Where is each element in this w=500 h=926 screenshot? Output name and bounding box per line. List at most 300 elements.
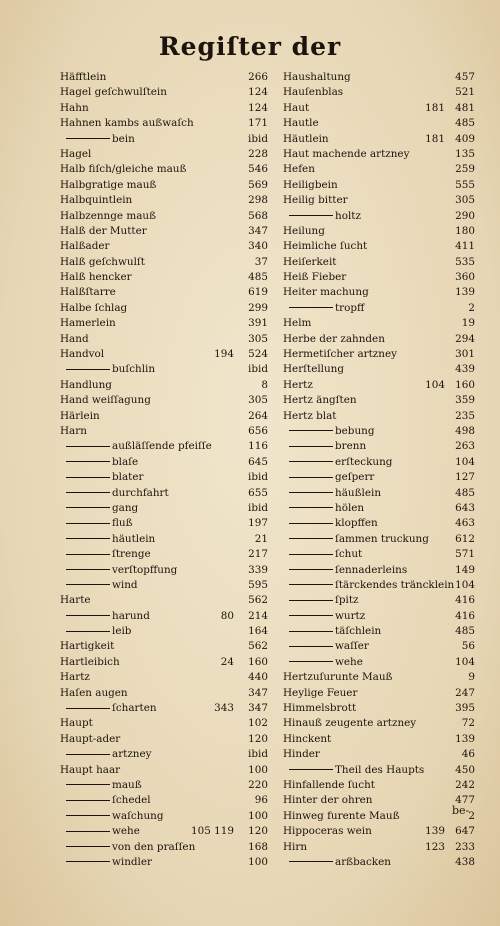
page-ref: 656 <box>248 424 268 437</box>
index-entry <box>60 455 268 470</box>
page-ref: 294 <box>455 332 475 345</box>
index-entry <box>60 332 268 347</box>
index-term <box>60 301 127 316</box>
index-term <box>283 193 348 208</box>
term-text: täſchlein <box>335 625 382 638</box>
page-ref: 149 <box>455 563 475 576</box>
page-ref: 263 <box>455 440 475 453</box>
index-term <box>283 224 325 239</box>
index-entry <box>283 840 475 855</box>
index-entry <box>283 563 475 578</box>
index-entry <box>60 239 268 254</box>
page-ref: 180 <box>455 224 475 237</box>
term-text: Hirn <box>283 840 308 853</box>
term-text: Hertz ängſten <box>283 394 357 407</box>
page-ref: 562 <box>248 594 268 607</box>
index-subentry-term <box>289 593 358 608</box>
term-text: blater <box>112 471 144 484</box>
page-ref: 485 <box>455 117 475 130</box>
index-subentry-term <box>66 547 151 562</box>
term-text: Halbzennge mauß <box>60 209 157 222</box>
page-ref: 391 <box>248 317 268 330</box>
term-text: Hartleibich <box>60 655 120 668</box>
term-text: Hartz <box>60 671 90 684</box>
term-text: bebung <box>335 424 375 437</box>
index-term <box>60 655 120 670</box>
index-subentry-term <box>289 209 361 224</box>
page-ref: 440 <box>248 671 268 684</box>
ditto-rule <box>66 554 110 555</box>
index-term <box>60 393 151 408</box>
ditto-rule <box>66 492 110 493</box>
index-term <box>60 424 87 439</box>
page-ref: 2 <box>468 809 475 822</box>
term-text: Hartigkeit <box>60 640 115 653</box>
index-subentry-term <box>289 609 365 624</box>
running-header: Regiſter der <box>158 32 342 61</box>
page-ref: 96 <box>254 794 268 807</box>
term-text: Halßader <box>60 240 110 253</box>
term-text: Handvol <box>60 348 105 361</box>
ditto-rule <box>289 446 333 447</box>
index-entry <box>283 793 475 808</box>
ditto-rule <box>289 600 333 601</box>
index-term <box>60 162 186 177</box>
term-text: Hauſenblas <box>283 86 344 99</box>
term-text: ſennaderleins <box>335 563 408 576</box>
page-ref: 524 <box>248 348 268 361</box>
ditto-rule <box>66 754 110 755</box>
index-entry <box>283 716 475 731</box>
index-term <box>60 209 156 224</box>
term-text: waſchung <box>112 809 164 822</box>
term-text: Hertz <box>283 378 313 391</box>
term-text: ſammen truckung <box>335 532 429 545</box>
ditto-rule <box>289 661 333 662</box>
ditto-rule <box>66 815 110 816</box>
ditto-rule <box>66 523 110 524</box>
index-term <box>60 147 91 162</box>
ditto-rule <box>66 846 110 847</box>
page-ref: 104 <box>455 655 475 668</box>
page-ref: 571 <box>455 548 475 561</box>
index-entry <box>283 362 475 377</box>
page-ref: ibid <box>248 471 268 484</box>
index-entry <box>283 593 475 608</box>
page-ref: 477 <box>455 794 475 807</box>
index-entry <box>60 563 268 578</box>
page-ref: 72 <box>461 717 475 730</box>
term-text: artzney <box>112 748 152 761</box>
catchword: be- <box>452 804 470 817</box>
ditto-rule <box>66 800 110 801</box>
index-entry <box>283 824 475 839</box>
term-text: Heylige Feuer <box>283 686 358 699</box>
index-subentry-term <box>66 486 169 501</box>
ditto-rule <box>66 477 110 478</box>
page-ref: 339 <box>248 563 268 576</box>
page-ref: 56 <box>461 640 475 653</box>
index-subentry-term <box>66 701 157 716</box>
index-term <box>60 178 156 193</box>
term-text: Hand weiſſagung <box>60 394 151 407</box>
page-ref: 160 <box>248 655 268 668</box>
index-entry <box>283 347 475 362</box>
index-entry <box>60 624 268 639</box>
index-term <box>60 85 167 100</box>
term-text: wehe <box>335 655 363 668</box>
page-ref: 498 <box>455 424 475 437</box>
page-ref: 568 <box>248 209 268 222</box>
index-term <box>283 362 344 377</box>
index-term <box>283 824 372 839</box>
index-term <box>283 316 311 331</box>
page-ref: 485 <box>455 625 475 638</box>
ditto-rule <box>289 861 333 862</box>
index-entry <box>60 532 268 547</box>
index-entry <box>60 824 268 839</box>
index-entry <box>60 716 268 731</box>
term-text: Hertzuſurunte Mauß <box>283 671 393 684</box>
page-ref: 104 <box>455 578 475 591</box>
index-column-right <box>283 70 475 870</box>
index-term <box>283 809 400 824</box>
term-text: Härlein <box>60 409 100 422</box>
ditto-rule <box>289 507 333 508</box>
term-text: Hinder <box>283 748 320 761</box>
page-ref: 259 <box>455 163 475 176</box>
index-term <box>283 840 307 855</box>
extra-page-ref: 24 <box>220 655 234 668</box>
index-subentry-term <box>289 855 391 870</box>
term-text: Herſtellung <box>283 363 345 376</box>
index-subentry-term <box>289 501 364 516</box>
index-subentry-term <box>289 486 381 501</box>
page-ref: 19 <box>461 317 475 330</box>
ditto-rule <box>289 615 333 616</box>
term-text: Haſen augen <box>60 686 128 699</box>
page-ref: 120 <box>248 732 268 745</box>
term-text: harund <box>112 609 150 622</box>
index-entry <box>283 532 475 547</box>
page-ref: 2 <box>468 301 475 314</box>
term-text: ſcharten <box>112 702 157 715</box>
index-subentry-term <box>66 470 143 485</box>
index-subentry-term <box>66 455 138 470</box>
index-term <box>60 732 120 747</box>
index-term <box>60 332 89 347</box>
ditto-rule <box>289 631 333 632</box>
term-text: leib <box>112 625 132 638</box>
term-text: Häutlein <box>283 132 329 145</box>
page-ref: 612 <box>455 532 475 545</box>
index-entry <box>283 624 475 639</box>
index-entry <box>283 701 475 716</box>
index-entry <box>283 301 475 316</box>
index-subentry-term <box>66 132 135 147</box>
ditto-rule <box>66 569 110 570</box>
index-term <box>60 224 147 239</box>
term-text: Harn <box>60 424 87 437</box>
index-term <box>60 270 132 285</box>
index-entry <box>283 655 475 670</box>
extra-page-ref: 123 <box>425 840 445 853</box>
ditto-rule <box>66 584 110 585</box>
term-text: Heimliche ſucht <box>283 240 368 253</box>
index-entry <box>60 439 268 454</box>
term-text: arßbacken <box>335 855 391 868</box>
page-ref: 555 <box>455 178 475 191</box>
index-entry <box>60 378 268 393</box>
index-entry <box>283 332 475 347</box>
page-ref: 139 <box>455 732 475 745</box>
page-ref: 485 <box>248 271 268 284</box>
term-text: Hefen <box>283 163 315 176</box>
page-ref: 450 <box>455 763 475 776</box>
term-text: häußlein <box>335 486 382 499</box>
page-ref: 266 <box>248 71 268 83</box>
index-term <box>60 378 112 393</box>
page-ref: 347 <box>248 702 268 715</box>
term-text: Halbe ſchlag <box>60 301 128 314</box>
page-ref: 290 <box>455 209 475 222</box>
term-text: Halßſtarre <box>60 286 116 299</box>
index-subentry-term <box>289 563 407 578</box>
term-text: Haupt <box>60 717 93 730</box>
term-text: Hinfallende ſucht <box>283 778 375 791</box>
page-ref: 124 <box>248 86 268 99</box>
term-text: wind <box>112 578 138 591</box>
page-ref: 340 <box>248 240 268 253</box>
index-entry <box>283 439 475 454</box>
index-subentry-term <box>289 639 369 654</box>
ditto-rule <box>66 538 110 539</box>
ditto-rule <box>66 861 110 862</box>
index-entry <box>283 378 475 393</box>
ditto-rule <box>66 369 110 370</box>
index-entry <box>60 486 268 501</box>
term-text: wurtz <box>335 609 366 622</box>
ditto-rule <box>289 569 333 570</box>
index-entry <box>283 178 475 193</box>
page-ref: 220 <box>248 778 268 791</box>
ditto-rule <box>66 708 110 709</box>
term-text: Halß hencker <box>60 271 132 284</box>
index-subentry-term <box>289 763 424 778</box>
page-ref: 411 <box>455 240 475 253</box>
index-subentry-term <box>289 424 375 439</box>
term-text: tropff <box>335 301 365 314</box>
ditto-rule <box>289 523 333 524</box>
page-ref: 235 <box>455 409 475 422</box>
term-text: erſteckung <box>335 455 393 468</box>
index-entry <box>60 255 268 270</box>
index-subentry-term <box>66 578 138 593</box>
ditto-rule <box>289 769 333 770</box>
index-term <box>283 239 367 254</box>
page-ref: 645 <box>248 455 268 468</box>
index-entry <box>60 593 268 608</box>
page-ref: 569 <box>248 178 268 191</box>
term-text: Hagel geſchwulſtein <box>60 86 167 99</box>
term-text: Haushaltung <box>283 71 351 83</box>
index-subentry-term <box>289 516 378 531</box>
index-term <box>60 255 145 270</box>
term-text: Hahn <box>60 101 89 114</box>
index-entry <box>283 224 475 239</box>
index-subentry-term <box>66 793 151 808</box>
index-entry <box>60 655 268 670</box>
term-text: holtz <box>335 209 361 222</box>
index-entry <box>283 763 475 778</box>
page-ref: 197 <box>248 517 268 530</box>
index-entry <box>60 609 268 624</box>
page-ref: 655 <box>248 486 268 499</box>
index-entry <box>283 609 475 624</box>
term-text: blaſe <box>112 455 139 468</box>
term-text: bein <box>112 132 135 145</box>
ditto-rule <box>66 507 110 508</box>
page-ref: 438 <box>455 855 475 868</box>
index-entry <box>60 701 268 716</box>
index-entry <box>60 224 268 239</box>
term-text: Heiß Fieber <box>283 271 347 284</box>
index-entry <box>283 470 475 485</box>
term-text: Hinauß zeugente artzney <box>283 717 417 730</box>
ditto-rule <box>66 784 110 785</box>
ditto-rule <box>66 446 110 447</box>
term-text: Heilig bitter <box>283 194 348 207</box>
page-ref: 120 <box>248 825 268 838</box>
index-entry <box>283 239 475 254</box>
page-ref: 299 <box>248 301 268 314</box>
ditto-rule <box>66 631 110 632</box>
index-term <box>283 778 375 793</box>
term-text: fluß <box>112 517 133 530</box>
index-term <box>60 285 116 300</box>
index-subentry-term <box>289 439 366 454</box>
index-term <box>283 701 356 716</box>
index-term <box>60 239 109 254</box>
page-ref: 21 <box>254 532 268 545</box>
index-entry <box>283 409 475 424</box>
page-ref: 247 <box>455 686 475 699</box>
page-ref: ibid <box>248 363 268 376</box>
page-ref: 127 <box>455 471 475 484</box>
index-entry <box>60 470 268 485</box>
index-entry <box>60 578 268 593</box>
extra-page-ref: 343 <box>214 702 234 715</box>
ditto-rule <box>289 584 333 585</box>
page-ref: 8 <box>261 378 268 391</box>
index-entry <box>283 747 475 762</box>
index-entry <box>60 162 268 177</box>
index-entry <box>60 270 268 285</box>
index-term <box>283 393 357 408</box>
index-term <box>283 747 320 762</box>
page-ref: 643 <box>455 501 475 514</box>
page-ref: 116 <box>248 440 268 453</box>
index-subentry-term <box>289 624 381 639</box>
ditto-rule <box>289 307 333 308</box>
page-ref: 305 <box>248 332 268 345</box>
ditto-rule <box>289 430 333 431</box>
index-entry <box>60 501 268 516</box>
page-ref: 521 <box>455 86 475 99</box>
term-text: durchfahrt <box>112 486 169 499</box>
index-entry <box>283 162 475 177</box>
term-text: Hinter der ohren <box>283 794 373 807</box>
term-text: ſchedel <box>112 794 151 807</box>
page-ref: ibid <box>248 748 268 761</box>
page-ref: 100 <box>248 763 268 776</box>
page-ref: 546 <box>248 163 268 176</box>
term-text: Himmelsbrott <box>283 702 357 715</box>
extra-page-ref: 104 <box>425 378 445 391</box>
page-ref: 228 <box>248 147 268 160</box>
page-ref: 416 <box>455 594 475 607</box>
index-entry <box>283 778 475 793</box>
term-text: Hippoceras wein <box>283 825 372 838</box>
index-entry <box>60 393 268 408</box>
index-term <box>283 716 416 731</box>
index-entry <box>283 147 475 162</box>
index-subentry-term <box>289 301 364 316</box>
index-term <box>283 116 319 131</box>
index-subentry-term <box>289 532 429 547</box>
term-text: mauß <box>112 778 142 791</box>
index-entry <box>60 132 268 147</box>
index-term <box>283 162 315 177</box>
page-ref: 347 <box>248 686 268 699</box>
page-ref: 301 <box>455 348 475 361</box>
index-term <box>283 85 343 100</box>
term-text: Halbquintlein <box>60 194 133 207</box>
index-entry <box>283 132 475 147</box>
index-entry <box>283 639 475 654</box>
term-text: Handlung <box>60 378 112 391</box>
extra-page-ref: 181 <box>425 101 445 114</box>
index-term <box>60 70 106 85</box>
index-subentry-term <box>66 563 177 578</box>
page-ref: 102 <box>248 717 268 730</box>
index-term <box>283 347 397 362</box>
page-ref: 298 <box>248 194 268 207</box>
term-text: waſſer <box>335 640 369 653</box>
page-ref: 46 <box>461 748 475 761</box>
term-text: verſtopffung <box>112 563 178 576</box>
page-ref: 360 <box>455 271 475 284</box>
index-entry <box>283 116 475 131</box>
index-entry <box>283 424 475 439</box>
index-entry <box>283 486 475 501</box>
page-ref: 9 <box>468 671 475 684</box>
term-text: Halbgratige mauß <box>60 178 157 191</box>
page-ref: 305 <box>248 394 268 407</box>
index-entry <box>60 409 268 424</box>
index-subentry-term <box>289 547 362 562</box>
page-ref: 416 <box>455 609 475 622</box>
index-entry <box>283 85 475 100</box>
index-entry <box>283 855 475 870</box>
index-term <box>60 316 116 331</box>
index-entry <box>283 285 475 300</box>
index-entry <box>283 255 475 270</box>
index-subentry-term <box>66 516 133 531</box>
term-text: hölen <box>335 501 365 514</box>
term-text: Hinckent <box>283 732 332 745</box>
term-text: ſpitz <box>335 594 359 607</box>
